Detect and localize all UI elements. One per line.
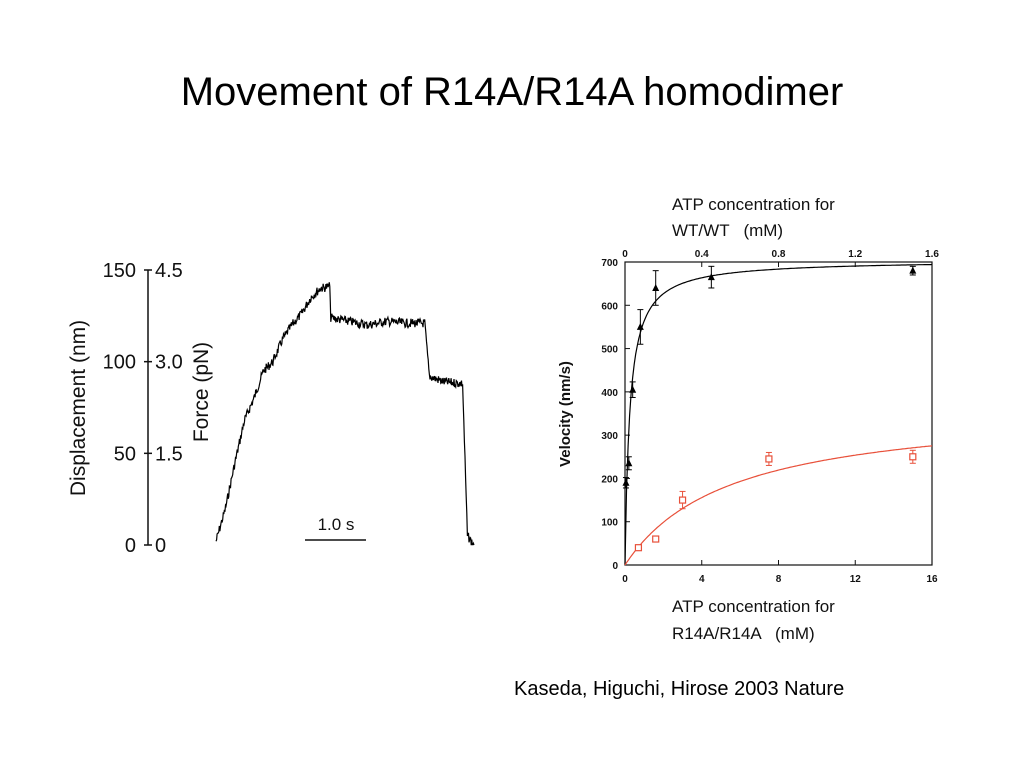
bottom-axis-label-line-2: R14A/R14A (mM) <box>672 624 815 643</box>
wt-data-point <box>909 267 916 274</box>
citation: Kaseda, Higuchi, Hirose 2003 Nature <box>514 678 845 700</box>
force-axis-label: Force (pN) <box>190 341 213 443</box>
velocity-tick-label: 400 <box>601 387 618 399</box>
top-axis-label-line-2: WT/WT (mM) <box>672 221 784 240</box>
velocity-tick-label: 200 <box>601 474 618 486</box>
top-axis-tick-label: 1.2 <box>848 249 863 260</box>
wt-data-point <box>625 459 632 466</box>
velocity-tick-label: 700 <box>601 258 618 269</box>
displacement-axis-label: Displacement (nm) <box>67 319 90 497</box>
wt-data-point <box>652 284 659 291</box>
wt-data-point <box>622 479 629 486</box>
velocity-axis-label: Velocity (nm/s) <box>557 361 574 467</box>
wt-fit-curve <box>625 265 932 566</box>
time-scale-bar-label: 1.0 s <box>317 515 355 534</box>
displacement-tick-label: 150 <box>102 260 136 282</box>
force-tick-label: 0 <box>155 535 167 557</box>
displacement-tick-label: 100 <box>102 351 136 374</box>
velocity-tick-label: 0 <box>612 561 618 572</box>
velocity-tick-label: 500 <box>601 344 618 356</box>
displacement-trace-chart <box>67 260 474 557</box>
r14a-data-point <box>635 545 641 551</box>
top-axis-tick-label: 0.4 <box>694 249 709 260</box>
displacement-tick-label: 50 <box>113 443 136 466</box>
displacement-tick-label: 0 <box>124 535 136 557</box>
bottom-axis-tick-label: 4 <box>698 574 705 585</box>
velocity-plot-frame <box>625 262 932 565</box>
top-axis-tick-label: 1.6 <box>925 249 939 260</box>
velocity-tick-label: 600 <box>601 301 618 313</box>
displacement-trace-line <box>216 282 474 545</box>
bottom-axis-tick-label: 12 <box>849 574 861 585</box>
velocity-tick-label: 100 <box>601 517 618 529</box>
bottom-axis-label-line-1: ATP concentration for <box>672 597 835 616</box>
r14a-data-point <box>680 497 686 503</box>
r14a-fit-curve <box>625 446 932 565</box>
bottom-axis-tick-label: 0 <box>622 574 628 585</box>
velocity-chart <box>557 195 939 643</box>
force-tick-label: 4.5 <box>155 260 183 282</box>
bottom-axis-tick-label: 16 <box>926 574 938 585</box>
wt-data-point <box>629 386 636 393</box>
r14a-data-point <box>766 456 772 462</box>
force-tick-label: 3.0 <box>155 351 183 374</box>
top-axis-tick-label: 0 <box>622 249 628 260</box>
bottom-axis-tick-label: 8 <box>775 574 782 585</box>
slide-title: Movement of R14A/R14A homodimer <box>180 70 844 114</box>
velocity-tick-label: 300 <box>601 431 618 443</box>
r14a-data-point <box>653 536 659 542</box>
r14a-data-point <box>910 454 916 460</box>
top-axis-label-line-1: ATP concentration for <box>672 195 835 214</box>
force-tick-label: 1.5 <box>155 443 183 466</box>
top-axis-tick-label: 0.8 <box>771 249 786 260</box>
